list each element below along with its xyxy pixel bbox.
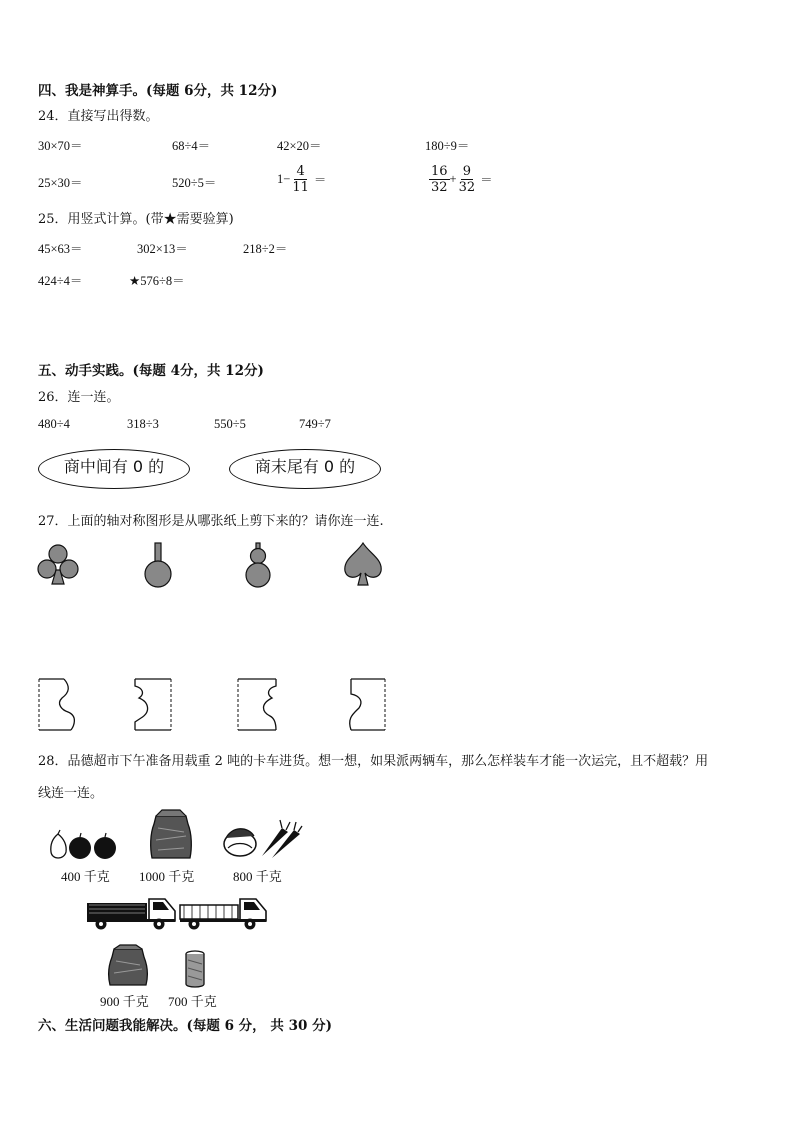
q24-expr-7-fraction <box>290 164 311 195</box>
oval-label-middle-zero: 商中间有 0 的 <box>63 456 165 476</box>
truck-icon-2 <box>178 893 268 931</box>
question-25-prompt: 25．用竖式计算。(带★需要验算) <box>38 212 234 227</box>
goods-weight-vegetables: 800 千克 <box>233 869 282 884</box>
goods-weight-barrel: 700 千克 <box>168 994 217 1009</box>
question-24-prompt: 24．直接写出得数。 <box>38 109 159 124</box>
q24-expr-7 <box>277 159 326 199</box>
q24-expr-8-denominator-1: 32 <box>431 179 448 195</box>
round-flask-icon <box>140 541 176 589</box>
oval-label-end-zero: 商末尾有 0 的 <box>254 456 356 476</box>
paper-piece-3 <box>236 678 280 732</box>
small-sack-icon <box>108 945 148 987</box>
q24-expr-7-numerator: 4 <box>296 163 305 179</box>
question-26-prompt: 26．连一连。 <box>38 390 120 405</box>
q24-expr-3: 42×20＝ <box>277 139 322 153</box>
section-4-title: 四、我是神算手。(每题 6分，共 12分) <box>38 83 278 99</box>
q24-expr-8-fraction-2 <box>457 164 478 195</box>
q24-expr-7-prefix: 1− <box>277 171 291 186</box>
q25-expr-2: 302×13＝ <box>137 242 188 256</box>
q25-expr-4: 424÷4＝ <box>38 274 83 288</box>
q24-expr-6: 520÷5＝ <box>172 176 217 190</box>
q25-expr-1: 45×63＝ <box>38 242 83 256</box>
section-6-title: 六、生活问题我能解决。(每题 6 分， 共 30 分) <box>38 1018 332 1034</box>
paper-piece-4 <box>345 678 387 732</box>
section-5-title: 五、动手实践。(每题 4分，共 12分) <box>38 363 264 379</box>
oval-quotient-end-zero <box>229 449 381 489</box>
barrel-icon <box>184 950 206 988</box>
q24-expr-5: 25×30＝ <box>38 176 83 190</box>
goods-weight-sack: 1000 千克 <box>139 869 195 884</box>
q24-expr-7-suffix: ＝ <box>313 173 327 187</box>
q24-expr-1: 30×70＝ <box>38 139 83 153</box>
q24-expr-8-plus: + <box>449 171 457 186</box>
q24-expr-8-numerator-1: 16 <box>431 163 448 179</box>
paper-piece-1 <box>38 678 78 732</box>
vegetables-icon <box>220 820 302 860</box>
spade-icon <box>341 541 385 589</box>
sack-icon <box>148 810 194 860</box>
paper-piece-2 <box>131 678 173 732</box>
q25-expr-3: 218÷2＝ <box>243 242 288 256</box>
q25-expr-5: ★576÷8＝ <box>129 274 185 288</box>
question-28-prompt-line-1: 28．品德超市下午准备用载重 2 吨的卡车进货。想一想，如果派两辆车，那么怎样装车才能一次运完，且不超载？用 <box>38 754 709 769</box>
q26-item-3: 550÷5 <box>214 417 246 431</box>
goods-weight-small-sack: 900 千克 <box>100 994 149 1009</box>
q24-expr-8-denominator-2: 32 <box>458 179 476 195</box>
q24-expr-7-denominator: 11 <box>292 179 309 195</box>
oval-quotient-middle-zero <box>38 449 190 489</box>
q26-item-4: 749÷7 <box>299 417 331 431</box>
q24-expr-8-suffix: ＝ <box>480 173 493 187</box>
gourd-icon <box>243 543 273 589</box>
q26-item-2: 318÷3 <box>127 417 159 431</box>
question-27-prompt: 27．上面的轴对称图形是从哪张纸上剪下来的？请你连一连. <box>38 514 384 529</box>
q24-expr-2: 68÷4＝ <box>172 139 211 153</box>
q24-expr-8 <box>429 159 493 199</box>
goods-weight-fruit: 400 千克 <box>61 869 110 884</box>
q24-expr-8-fraction-1 <box>429 164 450 195</box>
question-28-prompt-line-2: 线连一连。 <box>38 786 104 801</box>
q24-expr-4: 180÷9＝ <box>425 139 470 153</box>
q24-expr-8-numerator-2: 9 <box>462 163 472 179</box>
club-icon <box>36 543 80 588</box>
q26-item-1: 480÷4 <box>38 417 70 431</box>
fruit-icon <box>48 830 120 862</box>
truck-icon-1 <box>85 893 177 931</box>
